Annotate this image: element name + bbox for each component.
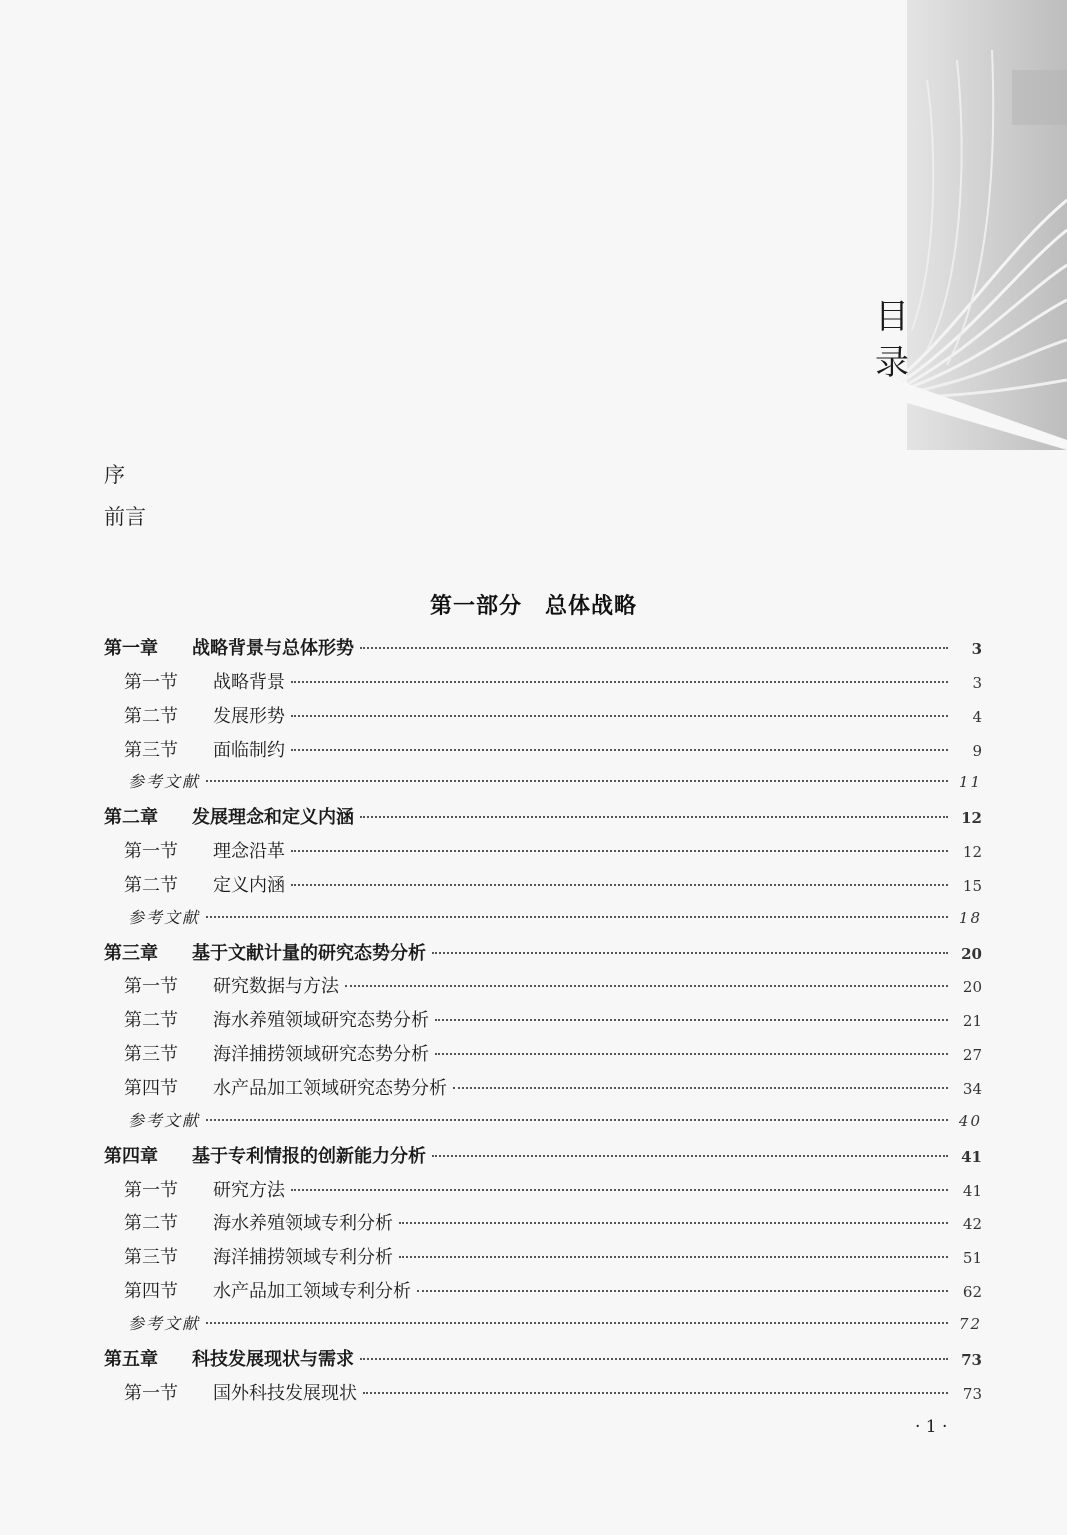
toc-entry-title: 参考文献: [128, 907, 201, 927]
toc-entry-page: 51: [962, 1249, 982, 1268]
dot-leader: [206, 1119, 948, 1121]
toc-entry-text: [124, 1243, 393, 1269]
toc-entry-section[interactable]: [104, 1176, 982, 1210]
toc-entry-text: [104, 634, 354, 660]
toc-entry-page: 73: [961, 1350, 982, 1369]
toc-entry-title: 参考文献: [128, 1313, 201, 1333]
foreword-link[interactable]: 前言: [104, 505, 146, 529]
toc-entry-chapter[interactable]: [104, 1345, 982, 1379]
toc-entry-page: 15: [962, 876, 982, 895]
toc-entry-number: 第二节: [124, 1213, 178, 1235]
toc-entry-title: 水产品加工领域研究态势分析: [213, 1077, 447, 1099]
dot-leader: [291, 715, 948, 717]
toc-entry-title: 海洋捕捞领域专利分析: [213, 1247, 393, 1269]
toc-entry-section[interactable]: [104, 871, 982, 905]
toc-entry-page: 40: [958, 1111, 982, 1130]
toc-entry-title: 基于专利情报的创新能力分析: [192, 1145, 426, 1167]
toc-entry-text: [124, 1209, 393, 1235]
toc-entry-title: 发展理念和定义内涵: [192, 807, 354, 829]
toc-entry-text: [124, 1074, 447, 1100]
dot-leader: [291, 1189, 948, 1191]
dot-leader: [291, 749, 948, 751]
dot-leader: [453, 1087, 948, 1089]
toc-entry-page: 9: [972, 741, 982, 760]
toc-entry-title: 发展形势: [213, 705, 285, 727]
dot-leader: [399, 1222, 948, 1224]
toc-entry-title: 海洋捕捞领域研究态势分析: [213, 1044, 429, 1066]
dot-leader: [399, 1256, 948, 1258]
toc-entry-text: [124, 668, 285, 694]
toc-entry-text: [124, 871, 285, 897]
dot-leader: [435, 1019, 948, 1021]
toc-entry-section[interactable]: [104, 1209, 982, 1243]
toc-entry-chapter[interactable]: [104, 803, 982, 837]
toc-entry-number: 第一节: [124, 1179, 178, 1201]
dot-leader: [206, 916, 948, 918]
toc-entry-page: 41: [961, 1147, 982, 1166]
dot-leader: [432, 1155, 948, 1157]
toc-entry-number: 第一节: [124, 1382, 178, 1404]
toc-entry-text: [124, 972, 339, 998]
toc-entry-number: 第三节: [124, 739, 178, 761]
toc-entry-title: 研究数据与方法: [213, 976, 339, 998]
toc-entry-text: [124, 1277, 411, 1303]
toc-entry-title: 海水养殖领域专利分析: [213, 1213, 393, 1235]
toc-entry-title: 国外科技发展现状: [213, 1382, 357, 1404]
toc-entry-page: 41: [962, 1181, 982, 1200]
toc-entry-page: 72: [958, 1314, 982, 1333]
toc-entry-page: 42: [962, 1215, 982, 1234]
toc-entry-title: 战略背景与总体形势: [192, 638, 354, 659]
dot-leader: [360, 816, 948, 818]
toc-entry-chapter[interactable]: [104, 1142, 982, 1176]
toc-entry-title: 面临制约: [213, 739, 285, 761]
toc-entry-refs[interactable]: [104, 905, 982, 939]
toc-entry-title: 参考文献: [128, 1110, 201, 1130]
toc-entry-section[interactable]: [104, 1006, 982, 1040]
toc-entry-title: 定义内涵: [213, 874, 285, 896]
toc-entry-section[interactable]: [104, 1277, 982, 1311]
toc-entry-page: 20: [962, 978, 982, 997]
toc-entry-page: 12: [962, 843, 982, 862]
dot-leader: [363, 1392, 948, 1394]
toc-entry-text: [124, 1006, 429, 1032]
toc-entry-number: 第四章: [104, 1145, 158, 1167]
toc-entry-page: 27: [962, 1046, 982, 1065]
toc-entry-section[interactable]: [104, 1040, 982, 1074]
dot-leader: [291, 884, 948, 886]
toc-entry-page: 18: [958, 908, 982, 927]
part-title: 第一部分 总体战略: [429, 593, 637, 619]
dot-leader: [435, 1053, 948, 1055]
toc-entry-number: 第四节: [124, 1077, 178, 1099]
toc-entry-number: 第一节: [124, 976, 178, 998]
toc-entry-number: 第三章: [104, 942, 158, 964]
toc-entry-section[interactable]: [104, 972, 982, 1006]
toc-entry-title: 海水养殖领域研究态势分析: [213, 1010, 429, 1032]
toc-entry-text: [124, 1040, 429, 1066]
toc-entry-text: [124, 702, 285, 728]
toc-entry-page: 11: [958, 773, 982, 792]
toc-entry-section[interactable]: [104, 736, 982, 770]
toc-entry-text: [124, 837, 285, 863]
toc-entry-page: 4: [972, 707, 982, 726]
toc-entry-refs[interactable]: [104, 1108, 982, 1142]
toc-entry-title: 基于文献计量的研究态势分析: [192, 942, 426, 964]
toc-entry-number: 第四节: [124, 1281, 178, 1303]
toc-entry-text: [128, 905, 200, 928]
toc-list: [104, 634, 982, 1412]
corner-decoration: [897, 0, 1067, 450]
toc-entry-section[interactable]: [104, 668, 982, 702]
toc-entry-page: 20: [961, 944, 982, 963]
toc-entry-text: [124, 1379, 357, 1405]
toc-entry-page: 62: [962, 1283, 982, 1302]
dot-leader: [360, 647, 948, 649]
toc-entry-title: 参考文献: [128, 772, 201, 792]
toc-entry-number: 第一章: [104, 638, 158, 659]
dot-leader: [291, 681, 948, 683]
toc-entry-text: [128, 1108, 200, 1131]
toc-entry-text: [128, 769, 200, 792]
toc-entry-page: 3: [971, 640, 982, 658]
toc-entry-number: 第二章: [104, 807, 158, 829]
toc-entry-refs[interactable]: [104, 769, 982, 803]
dot-leader: [345, 985, 948, 987]
toc-entry-text: [124, 736, 285, 762]
toc-entry-section[interactable]: [104, 702, 982, 736]
toc-entry-section[interactable]: [104, 1379, 982, 1413]
toc-entry-number: 第二节: [124, 874, 178, 896]
toc-entry-section[interactable]: [104, 1074, 982, 1108]
toc-entry-text: [124, 1176, 285, 1202]
toc-entry-number: 第五章: [104, 1348, 158, 1370]
toc-entry-title: 理念沿革: [213, 841, 285, 863]
dot-leader: [291, 850, 948, 852]
dot-leader: [417, 1290, 948, 1292]
toc-entry-refs[interactable]: [104, 1311, 982, 1345]
toc-entry-page: 73: [962, 1384, 982, 1403]
toc-entry-text: [104, 1345, 354, 1371]
toc-entry-number: 第一节: [124, 841, 178, 863]
toc-entry-section[interactable]: [104, 837, 982, 871]
toc-entry-text: [104, 939, 426, 965]
toc-entry-number: 第三节: [124, 1247, 178, 1269]
toc-entry-text: [128, 1311, 200, 1334]
toc-entry-number: 第二节: [124, 705, 178, 727]
preface-link[interactable]: 序: [104, 463, 125, 487]
toc-entry-title: 战略背景: [213, 671, 285, 693]
toc-entry-number: 第一节: [124, 671, 178, 693]
toc-entry-text: [104, 1142, 426, 1168]
toc-entry-number: 第二节: [124, 1010, 178, 1032]
toc-entry-page: 12: [961, 809, 982, 828]
toc-entry-chapter[interactable]: [104, 634, 982, 668]
toc-entry-page: 34: [962, 1079, 982, 1098]
toc-heading: 目录: [875, 297, 909, 383]
toc-entry-section[interactable]: [104, 1243, 982, 1277]
toc-entry-title: 水产品加工领域专利分析: [213, 1281, 411, 1303]
dot-leader: [206, 1322, 948, 1324]
dot-leader: [206, 780, 948, 782]
toc-entry-text: [104, 803, 354, 829]
toc-entry-number: 第三节: [124, 1044, 178, 1066]
dot-leader: [360, 1358, 948, 1360]
toc-entry-chapter[interactable]: [104, 939, 982, 973]
toc-entry-page: 21: [962, 1012, 982, 1031]
page-number: · 1 ·: [915, 1417, 948, 1437]
toc-entry-page: 3: [972, 673, 982, 692]
toc-entry-title: 科技发展现状与需求: [192, 1348, 354, 1370]
dot-leader: [432, 952, 948, 954]
toc-entry-title: 研究方法: [213, 1179, 285, 1201]
